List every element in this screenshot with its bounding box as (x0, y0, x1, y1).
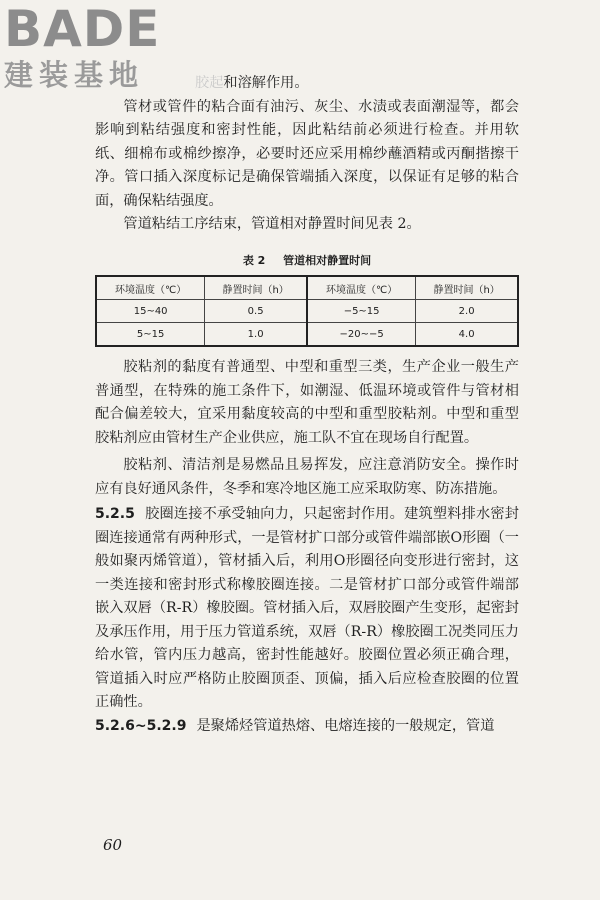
header-cell: 静置时间（h） (205, 276, 307, 300)
section-number: 5.2.6~5.2.9 (95, 717, 187, 734)
section-5-2-5 (95, 503, 519, 715)
table-row (96, 323, 518, 347)
section-5-2-6 (95, 715, 519, 739)
standing-time-table (95, 275, 519, 347)
paragraph: 胶粘剂、清洁剂是易燃品且易挥发，应注意消防安全。操作时应有良好通风条件，冬季和寒冷地区施工应采取防寒、防冻措施。 (95, 457, 519, 497)
section-text: 是聚烯烃管道热熔、电熔连接的一般规定，管道 (196, 717, 495, 734)
table-cell: 5~15 (96, 323, 205, 347)
logo-brand: BADE (4, 0, 161, 58)
table-row (96, 300, 518, 323)
table-cell: −20~−5 (307, 323, 416, 347)
header-cell: 环境温度（℃） (307, 276, 416, 300)
text-block-body (95, 356, 519, 738)
fragment-hidden: 胶起 (195, 75, 224, 91)
paragraph: 胶粘剂的黏度有普通型、中型和重型三类，生产企业一般生产普通型，在特殊的施工条件下，如潮湿、低温环境或管件与管材相配合偏差较大，宜采用黏度较高的中型和重型胶粘剂。中型和重型胶粘剂应由管材生产企业供应，施工队不宜在现场自行配置。 (95, 359, 519, 446)
header-cell: 静置时间（h） (416, 276, 518, 300)
header-cell: 环境温度（℃） (96, 276, 205, 300)
table-cell: 1.0 (205, 323, 307, 347)
logo-subtitle: 建装基地 (4, 58, 145, 92)
table-header-row (96, 276, 518, 300)
table-cell: 15~40 (96, 300, 205, 323)
fragment-visible: 和溶解作用。 (223, 75, 309, 91)
section-number: 5.2.5 (95, 506, 135, 522)
table-cell: −5~15 (307, 300, 416, 323)
paragraph: 管道粘结工序结束，管道相对静置时间见表 2。 (123, 216, 421, 232)
table-cell: 4.0 (416, 323, 518, 347)
table-caption-title: 管道相对静置时间 (283, 254, 372, 267)
text-block-top (95, 72, 519, 237)
table-caption (95, 252, 519, 268)
fragment-line (95, 72, 519, 96)
paragraph: 管材或管件的粘合面有油污、灰尘、水渍或表面潮湿等，都会影响到粘结强度和密封性能，因此粘结前必须进行检查。并用软纸、细棉布或棉纱擦净，必要时还应采用棉纱蘸酒精或丙酮揩擦干净。管口插入深度标记是确保管端插入深度，以保证有足够的粘合面，确保粘结强度。 (95, 98, 519, 209)
table-cell: 0.5 (205, 300, 307, 323)
table-caption-number: 表 2 (242, 254, 266, 267)
section-text: 胶圈连接不承受轴向力，只起密封作用。建筑塑料排水密封圈连接通常有两种形式，一是管材扩口部分或管件端部嵌O形圈（一般如聚丙烯管道），管材插入后，利用O形圈径向变形进行密封，这一类连接和密封形式称橡胶圈连接。二是管材扩口部分或管件端部嵌入双唇（R-R）橡胶圈。管材插入后，双唇胶圈产生变形，起密封及承压作用，用于压力管道系统，双唇（R-R）橡胶圈工况类同压力给水管，管内压力越高，密封性能越好。胶圈位置必须正确合理，管道插入时应严格防止胶圈顶歪、顶偏，插入后应检查胶圈的位置正确性。 (95, 506, 519, 710)
page-number: 60 (103, 836, 123, 854)
table-cell: 2.0 (416, 300, 518, 323)
